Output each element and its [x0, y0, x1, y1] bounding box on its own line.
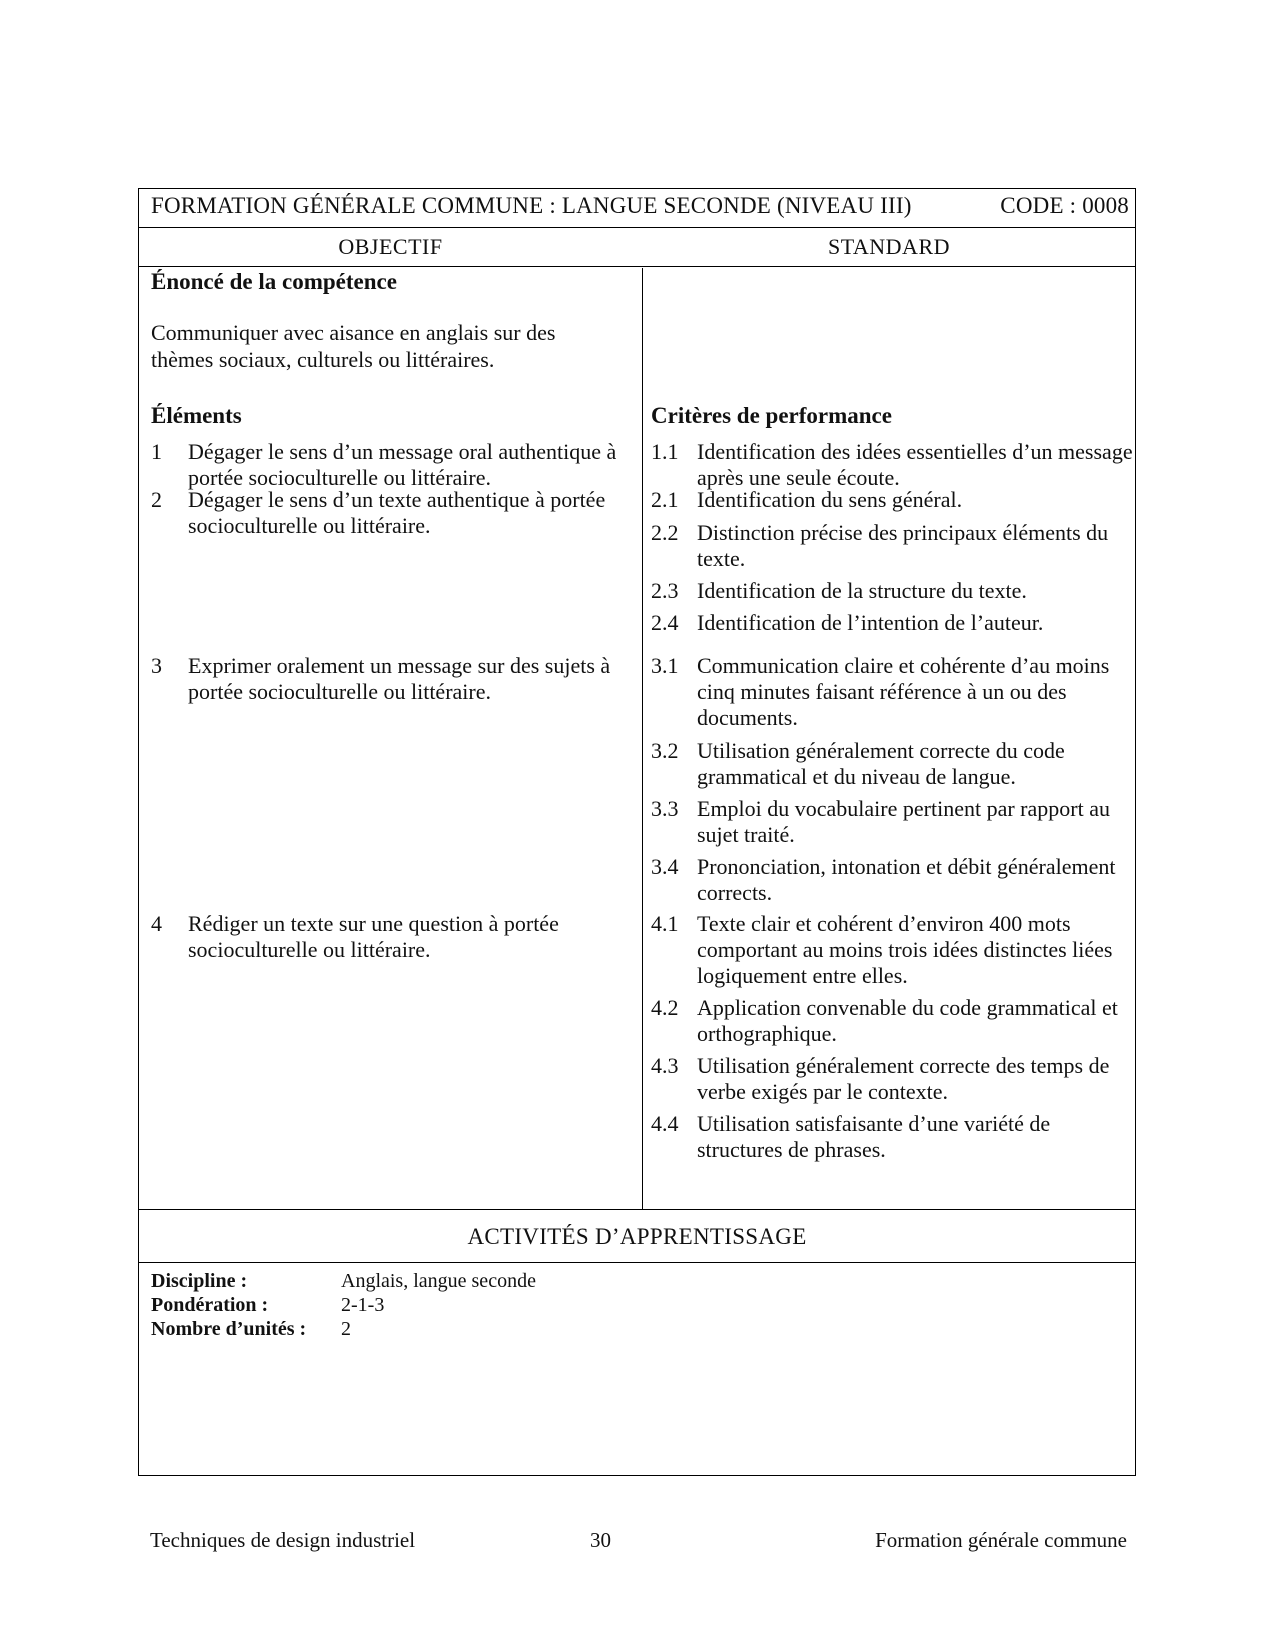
units-value: 2	[341, 1318, 351, 1340]
competence-heading: Énoncé de la compétence	[151, 269, 397, 294]
criterion-text: Utilisation généralement correcte des temps de verbe exigés par le contexte.	[697, 1053, 1110, 1104]
element-text: Dégager le sens d’un message oral authentique à portée socioculturelle ou littéraire.	[188, 439, 617, 490]
criterion-text: Identification de l’intention de l’auteur.	[697, 610, 1044, 635]
elements-heading: Éléments	[151, 403, 242, 428]
column-divider	[642, 268, 643, 1209]
criterion-text: Utilisation satisfaisante d’une variété de structures de phrases.	[697, 1111, 1051, 1162]
criterion-text: Utilisation généralement correcte du code grammatical et du niveau de langue.	[697, 738, 1065, 789]
criterion-number: 3.1	[651, 653, 679, 678]
footer-section-name: Formation générale commune	[875, 1528, 1127, 1552]
element-number: 2	[151, 487, 162, 512]
criterion-number: 2.4	[651, 610, 679, 635]
criterion-number: 4.2	[651, 995, 679, 1020]
program-code: CODE : 0008	[1000, 193, 1129, 218]
divider	[139, 227, 1135, 228]
column-header-objectif: OBJECTIF	[338, 234, 443, 259]
divider	[139, 1262, 1135, 1263]
column-header-standard: STANDARD	[827, 234, 951, 259]
criterion-text: Prononciation, intonation et débit généralement corrects.	[697, 854, 1116, 905]
divider	[139, 266, 1135, 267]
table-title: FORMATION GÉNÉRALE COMMUNE : LANGUE SECONDE (NIVEAU III)	[151, 193, 912, 218]
page-number: 30	[590, 1528, 611, 1552]
divider	[139, 1209, 1135, 1210]
weighting-value: 2-1-3	[341, 1294, 385, 1316]
competency-table	[138, 188, 1136, 1476]
element-text: Exprimer oralement un message sur des sujets à portée socioculturelle ou littéraire.	[188, 653, 611, 704]
footer-program-name: Techniques de design industriel	[150, 1528, 416, 1552]
criterion-text: Identification du sens général.	[697, 487, 963, 512]
competence-statement: Communiquer avec aisance en anglais sur des thèmes sociaux, culturels ou littéraires.	[151, 320, 556, 372]
element-number: 1	[151, 439, 162, 464]
criterion-number: 2.3	[651, 578, 679, 603]
element-number: 3	[151, 653, 162, 678]
criterion-number: 2.1	[651, 487, 679, 512]
criterion-number: 1.1	[651, 439, 679, 464]
weighting-label: Pondération :	[151, 1294, 269, 1316]
criterion-number: 4.1	[651, 911, 679, 936]
criteria-heading: Critères de performance	[651, 403, 892, 428]
criterion-number: 2.2	[651, 520, 679, 545]
units-label: Nombre d’unités :	[151, 1318, 307, 1340]
criterion-text: Distinction précise des principaux éléments du texte.	[697, 520, 1109, 571]
discipline-value: Anglais, langue seconde	[341, 1270, 536, 1292]
element-number: 4	[151, 911, 162, 936]
element-text: Dégager le sens d’un texte authentique à portée socioculturelle ou littéraire.	[188, 487, 606, 538]
criterion-number: 4.4	[651, 1111, 679, 1136]
criterion-text: Texte clair et cohérent d’environ 400 mots comportant au moins trois idées distinctes liées logiquement entre elles.	[697, 911, 1113, 988]
criterion-number: 4.3	[651, 1053, 679, 1078]
table-title-row	[151, 193, 1129, 225]
criterion-text: Emploi du vocabulaire pertinent par rapport au sujet traité.	[697, 796, 1110, 847]
element-text: Rédiger un texte sur une question à portée socioculturelle ou littéraire.	[188, 911, 559, 962]
criterion-text: Communication claire et cohérente d’au moins cinq minutes faisant référence à un ou des documents.	[697, 653, 1110, 730]
activities-heading: ACTIVITÉS D’APPRENTISSAGE	[467, 1224, 807, 1249]
criterion-number: 3.3	[651, 796, 679, 821]
criterion-number: 3.4	[651, 854, 679, 879]
criterion-text: Application convenable du code grammatical et orthographique.	[697, 995, 1118, 1046]
criterion-text: Identification de la structure du texte.	[697, 578, 1027, 603]
criterion-text: Identification des idées essentielles d’un message après une seule écoute.	[697, 439, 1133, 490]
discipline-label: Discipline :	[151, 1270, 248, 1292]
criterion-number: 3.2	[651, 738, 679, 763]
